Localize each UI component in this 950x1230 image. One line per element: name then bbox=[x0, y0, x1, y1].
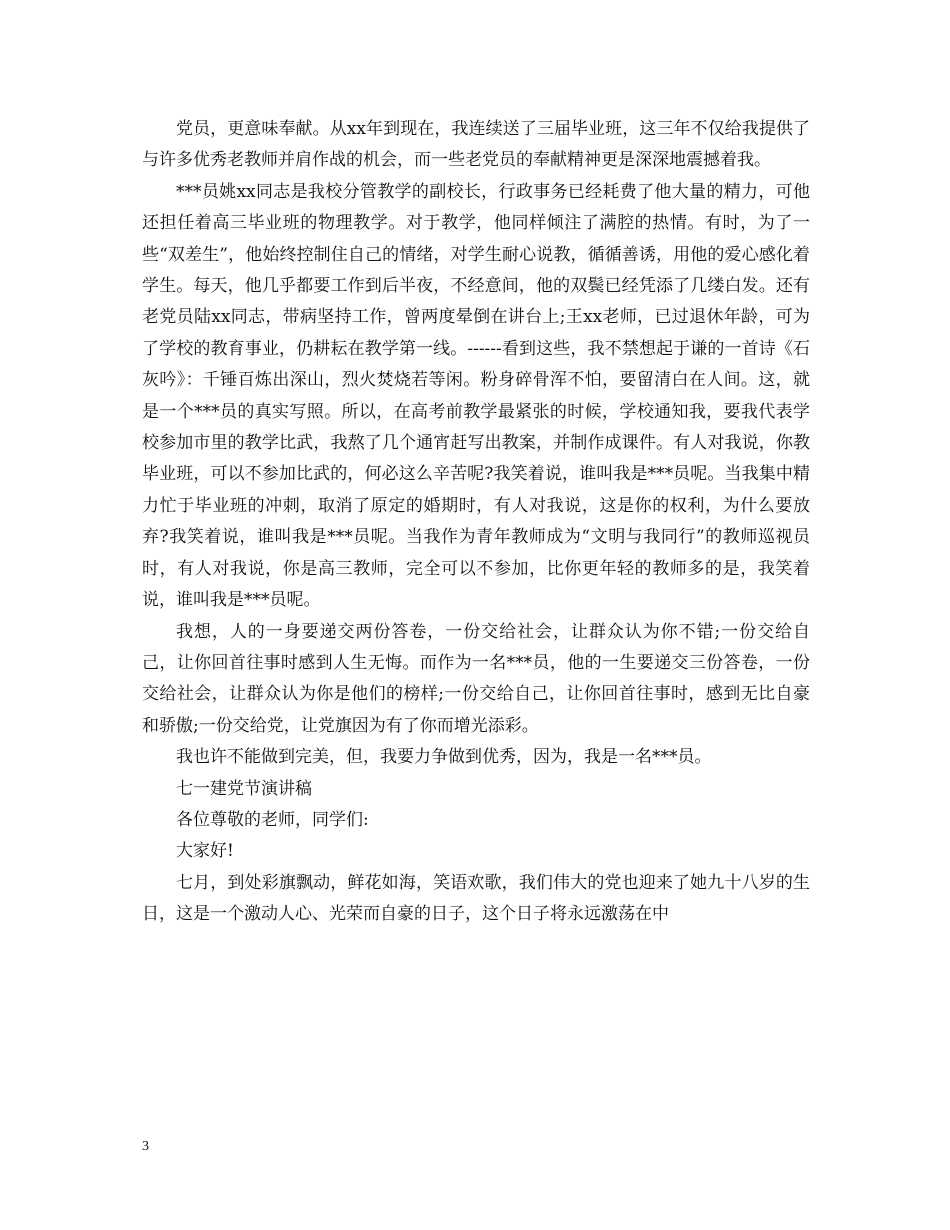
paragraph-dedication: 党员，更意味奉献。从xx年到现在，我连续送了三届毕业班，这三年不仅给我提供了与许多优秀老教师并肩作战的机会，而一些老党员的奉献精神更是深深地震撼着我。 bbox=[142, 119, 810, 171]
speech-salutation: 各位尊敬的老师，同学们: bbox=[176, 809, 369, 830]
document-body bbox=[142, 114, 810, 931]
paragraph-strive-excellence: 我也许不能做到完美，但，我要力争做到优秀，因为，我是一名***员。 bbox=[176, 747, 712, 768]
paragraph-july-anniversary: 七月，到处彩旗飘动，鲜花如海，笑语欢歌，我们伟大的党也迎来了她九十八岁的生日，这是一个激动人心、光荣而自豪的日子，这个日子将永远激荡在中 bbox=[142, 872, 810, 925]
page-number: 3 bbox=[142, 1139, 149, 1154]
speech-title: 七一建党节演讲稿 bbox=[176, 778, 312, 799]
paragraph-answer-sheets: 我想，人的一身要递交两份答卷，一份交给社会，让群众认为你不错;一份交给自己，让你回首往事时感到人生无悔。而作为一名***员，他的一生要递交三份答卷，一份交给社会，让群众认为你是他们的榜样;一份交给自己，让你回首往事时，感到无比自豪和骄傲;一份交给党，让党旗因为有了你而增光添彩。 bbox=[142, 621, 810, 736]
paragraph-party-member-examples: ***员姚xx同志是我校分管教学的副校长，行政事务已经耗费了他大量的精力，可他还担任着高三毕业班的物理教学。对于教学，他同样倾注了满腔的热情。有时，为了一些“双差生”，他始终控制住自己的情绪，对学生耐心说教，循循善诱，用他的爱心感化着学生。每天，他几乎都要工作到后半夜，不经意间，他的双鬓已经凭添了几缕白发。还有老党员陆xx同志，带病坚持工作，曾两度晕倒在讲台上;王xx老师，已过退休年龄，可为了学校的教育事业，仍耕耘在教学第一线。------看到这些，我不禁想起于谦的一首诗《石灰吟》：千锤百炼出深山，烈火焚烧若等闲。粉身碎骨浑不怕，要留清白在人间。这，就是一个***员的真实写照。所以，在高考前教学最紧张的时候，学校通知我，要我代表学校参加市里的教学比武，我熬了几个通宵赶写出教案，并制作成课件。有人对我说，你教毕业班，可以不参加比武的，何必这么辛苦呢?我笑着说，谁叫我是***员呢。当我集中精力忙于毕业班的冲刺，取消了原定的婚期时，有人对我说，这是你的权利，为什么要放弃?我笑着说，谁叫我是***员呢。当我作为青年教师成为“文明与我同行”的教师巡视员时，有人对我说，你是高三教师，完全可以不参加，比你更年轻的教师多的是，我笑着说，谁叫我是***员呢。 bbox=[142, 181, 810, 611]
speech-greeting: 大家好! bbox=[176, 841, 234, 862]
